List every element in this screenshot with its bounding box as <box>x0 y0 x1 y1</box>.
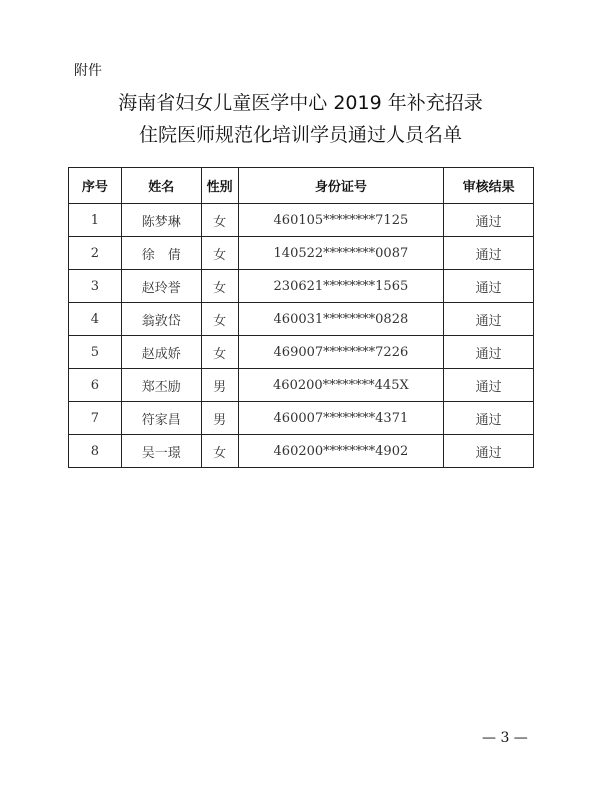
cell-result: 通过 <box>444 336 534 369</box>
cell-result: 通过 <box>444 270 534 303</box>
cell-id: 460200********445X <box>238 369 444 402</box>
table-row <box>69 336 534 369</box>
cell-name: 陈梦琳 <box>121 204 201 237</box>
cell-index: 8 <box>69 435 122 468</box>
table-row <box>69 204 534 237</box>
table-row <box>69 303 534 336</box>
table-row <box>69 402 534 435</box>
table-row <box>69 369 534 402</box>
cell-name: 翁敦岱 <box>121 303 201 336</box>
cell-name: 符家昌 <box>121 402 201 435</box>
cell-index: 6 <box>69 369 122 402</box>
cell-result: 通过 <box>444 237 534 270</box>
table-row <box>69 435 534 468</box>
cell-gender: 女 <box>201 204 238 237</box>
results-table <box>68 167 534 468</box>
cell-gender: 女 <box>201 270 238 303</box>
cell-result: 通过 <box>444 402 534 435</box>
cell-name: 郑丕励 <box>121 369 201 402</box>
cell-id: 460200********4902 <box>238 435 444 468</box>
header-gender: 性别 <box>201 168 238 204</box>
cell-result: 通过 <box>444 204 534 237</box>
header-name: 姓名 <box>121 168 201 204</box>
cell-gender: 女 <box>201 435 238 468</box>
cell-id: 460031********0828 <box>238 303 444 336</box>
cell-id: 230621********1565 <box>238 270 444 303</box>
cell-index: 2 <box>69 237 122 270</box>
cell-gender: 女 <box>201 237 238 270</box>
header-index: 序号 <box>69 168 122 204</box>
header-result: 审核结果 <box>444 168 534 204</box>
cell-name: 徐 倩 <box>121 237 201 270</box>
attachment-label: 附件 <box>74 63 102 79</box>
cell-gender: 男 <box>201 402 238 435</box>
cell-id: 460105********7125 <box>238 204 444 237</box>
cell-index: 4 <box>69 303 122 336</box>
cell-name: 赵成娇 <box>121 336 201 369</box>
cell-result: 通过 <box>444 303 534 336</box>
cell-index: 7 <box>69 402 122 435</box>
table-row <box>69 237 534 270</box>
page-number: — 3 — <box>482 730 528 746</box>
cell-gender: 女 <box>201 336 238 369</box>
cell-gender: 女 <box>201 303 238 336</box>
table-row <box>69 270 534 303</box>
cell-name: 吴一璟 <box>121 435 201 468</box>
cell-id: 140522********0087 <box>238 237 444 270</box>
cell-gender: 男 <box>201 369 238 402</box>
cell-index: 5 <box>69 336 122 369</box>
cell-result: 通过 <box>444 435 534 468</box>
cell-result: 通过 <box>444 369 534 402</box>
title-line-2: 住院医师规范化培训学员通过人员名单 <box>138 124 462 146</box>
cell-index: 1 <box>69 204 122 237</box>
cell-name: 赵玲誉 <box>121 270 201 303</box>
cell-id: 460007********4371 <box>238 402 444 435</box>
header-id: 身份证号 <box>238 168 444 204</box>
table-header-row <box>69 168 534 204</box>
cell-index: 3 <box>69 270 122 303</box>
cell-id: 469007********7226 <box>238 336 444 369</box>
title-line-1: 海南省妇女儿童医学中心 2019 年补充招录 <box>118 92 483 114</box>
